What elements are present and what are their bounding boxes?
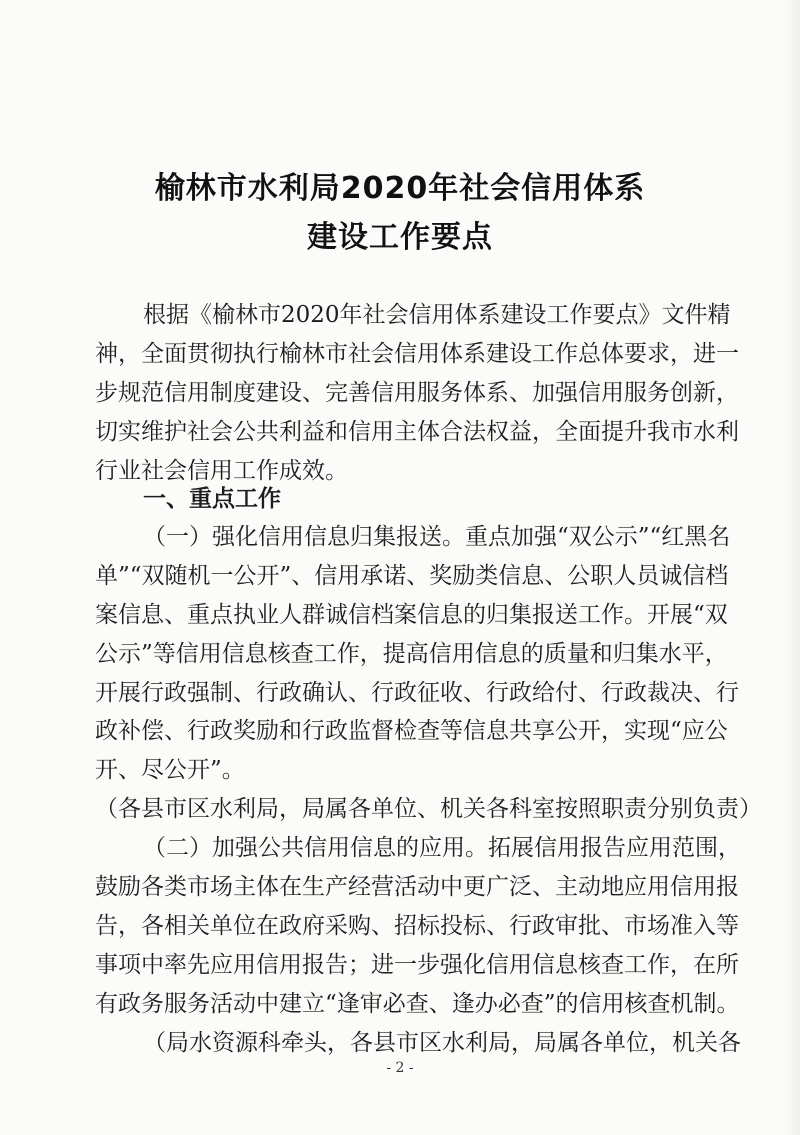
item1-line-1: （一）强化信用信息归集报送。重点加强“双公示”“红黑名 bbox=[143, 524, 731, 550]
item1-line-6: 政补偿、行政奖励和行政监督检查等信息共享公开，实现“应公 bbox=[95, 718, 728, 744]
document-title-line-2: 建设工作要点 bbox=[307, 220, 493, 255]
item1-line-2: 单”“双随机一公开”、信用承诺、奖励类信息、公职人员诚信档 bbox=[95, 563, 729, 589]
item2-line-2: 鼓励各类市场主体在生产经营活动中更广泛、主动地应用信用报 bbox=[95, 874, 739, 900]
item2-line-5: 有政务服务活动中建立“逢审必查、逢办必查”的信用核查机制。 bbox=[95, 991, 740, 1017]
intro-line-4: 切实维护社会公共利益和信用主体合法权益，全面提升我市水利 bbox=[95, 419, 739, 445]
document-title-line-1: 榆林市水利局2020年社会信用体系 bbox=[154, 171, 646, 206]
item2-line-1: （二）加强公共信用信息的应用。拓展信用报告应用范围， bbox=[143, 835, 741, 861]
intro-line-3: 步规范信用制度建设、完善信用服务体系、加强信用服务创新， bbox=[95, 380, 739, 406]
item2-responsibility: （局水资源科牵头，各县市区水利局，局属各单位，机关各 bbox=[143, 1030, 741, 1056]
page-number: - 2 - bbox=[386, 1060, 414, 1076]
item1-line-5: 开展行政强制、行政确认、行政征收、行政给付、行政裁决、行 bbox=[95, 680, 739, 706]
section-heading-key-work: 一、重点工作 bbox=[143, 486, 281, 512]
intro-line-2: 神，全面贯彻执行榆林市社会信用体系建设工作总体要求，进一 bbox=[95, 341, 739, 367]
item1-line-7: 开、尽公开”。 bbox=[95, 757, 245, 783]
item1-responsibility: （各县市区水利局，局属各单位、机关各科室按照职责分别负责） bbox=[95, 796, 762, 822]
item1-line-4: 公示”等信用信息核查工作，提高信用信息的质量和归集水平， bbox=[95, 641, 728, 667]
item2-line-4: 事项中率先应用信用报告；进一步强化信用信息核查工作，在所 bbox=[95, 952, 739, 978]
intro-line-5: 行业社会信用工作成效。 bbox=[95, 458, 348, 484]
intro-line-1: 根据《榆林市2020年社会信用体系建设工作要点》文件精 bbox=[143, 302, 731, 328]
item1-line-3: 案信息、重点执业人群诚信档案信息的归集报送工作。开展“双 bbox=[95, 602, 728, 628]
item2-line-3: 告，各相关单位在政府采购、招标投标、行政审批、市场准入等 bbox=[95, 913, 739, 939]
